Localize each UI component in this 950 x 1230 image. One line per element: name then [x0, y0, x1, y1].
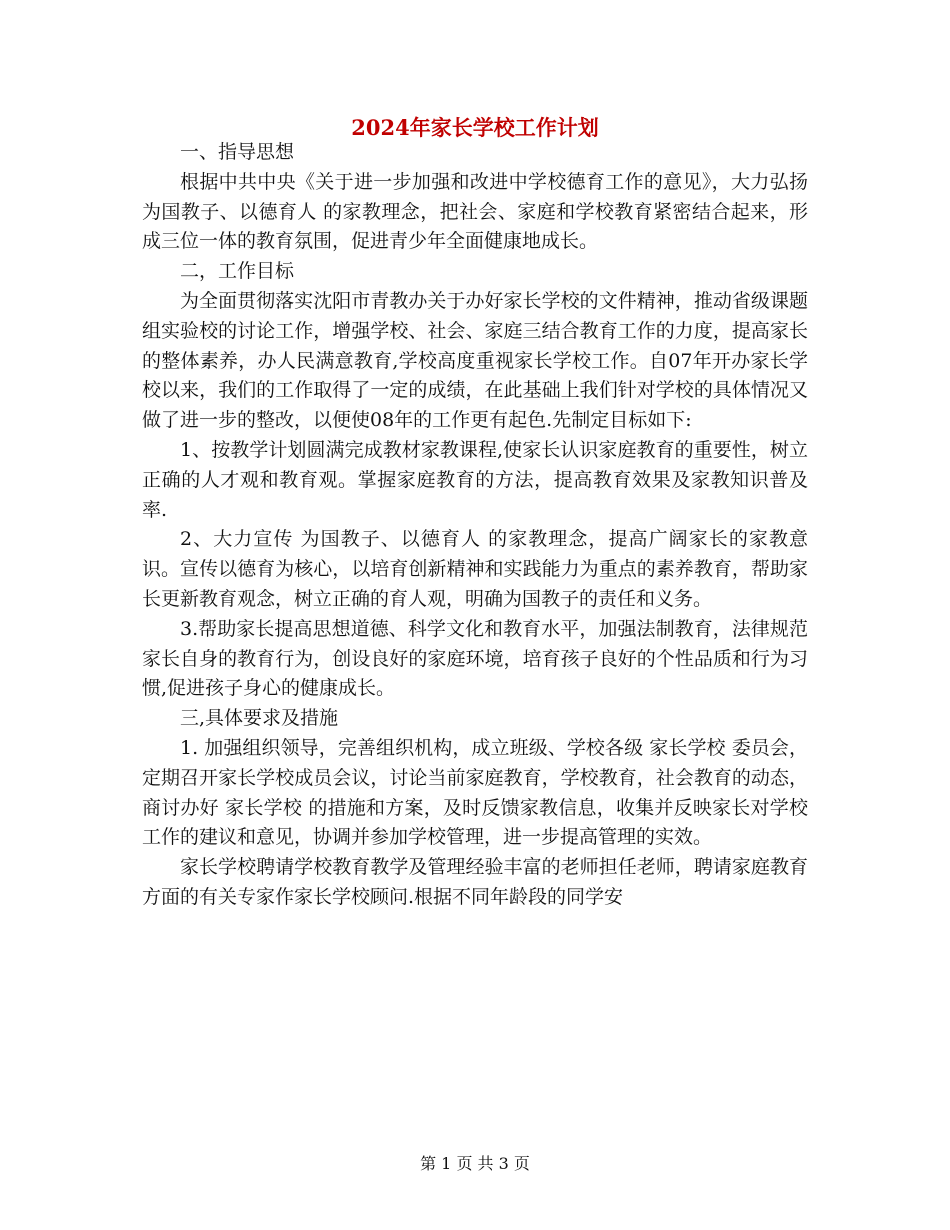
- page-number-footer: 第 1 页 共 3 页: [420, 1154, 530, 1173]
- paragraph: 为全面贯彻落实沈阳市青教办关于办好家长学校的文件精神，推动省级课题组实验校的讨论工作，增强学校、社会、家庭三结合教育工作的力度，提高家长的整体素养，办人民满意教育,学校高度重视家长学校工作。自07年开办家长学校以来，我们的工作取得了一定的成绩，在此基础上我们针对学校的具体情况又做了进一步的整改，以便使08年的工作更有起色.先制定目标如下:: [142, 289, 808, 432]
- section-heading-work-goals: 二，工作目标: [180, 260, 295, 283]
- list-item: 1、按教学计划圆满完成教材家教课程,使家长认识家庭教育的重要性，树立正确的人才观和教育观。掌握家庭教育的方法，提高教育效果及家教知识普及率.: [142, 438, 808, 521]
- document-title: 2024年家长学校工作计划: [351, 115, 599, 140]
- document-body: [142, 138, 808, 913]
- list-item: 3.帮助家长提高思想道德、科学文化和教育水平，加强法制教育，法律规范家长自身的教育行为，创设良好的家庭环境，培育孩子良好的个性品质和行为习惯,促进孩子身心的健康成长。: [142, 617, 808, 700]
- section-heading-requirements: 三,具体要求及措施: [180, 707, 339, 730]
- paragraph: 家长学校聘请学校教育教学及管理经验丰富的老师担任老师，聘请家庭教育方面的有关专家作家长学校顾问.根据不同年龄段的同学安: [142, 856, 808, 908]
- list-item: 1. 加强组织领导，完善组织机构，成立班级、学校各级 家长学校 委员会，定期召开家长学校成员会议，讨论当前家庭教育，学校教育，社会教育的动态，商讨办好 家长学校 的措施和方案，及时反馈家教信息，收集并反映家长对学校工作的建议和意见，协调并参加学校管理，进一步提高管理的实效。: [142, 736, 808, 849]
- section-heading-guiding-ideology: 一、指导思想: [180, 141, 295, 163]
- paragraph: 根据中共中央《关于进一步加强和改进中学校德育工作的意见》，大力弘扬 为国教子、以德育人 的家教理念，把社会、家庭和学校教育紧密结合起来，形成三位一体的教育氛围，促进青少年全面健康地成长。: [142, 170, 808, 253]
- list-item: 2、大力宣传 为国教子、以德育人 的家教理念，提高广阔家长的家教意识。宣传以德育为核心，以培育创新精神和实践能力为重点的素养教育，帮助家长更新教育观念，树立正确的育人观，明确为国教子的责任和义务。: [142, 528, 808, 610]
